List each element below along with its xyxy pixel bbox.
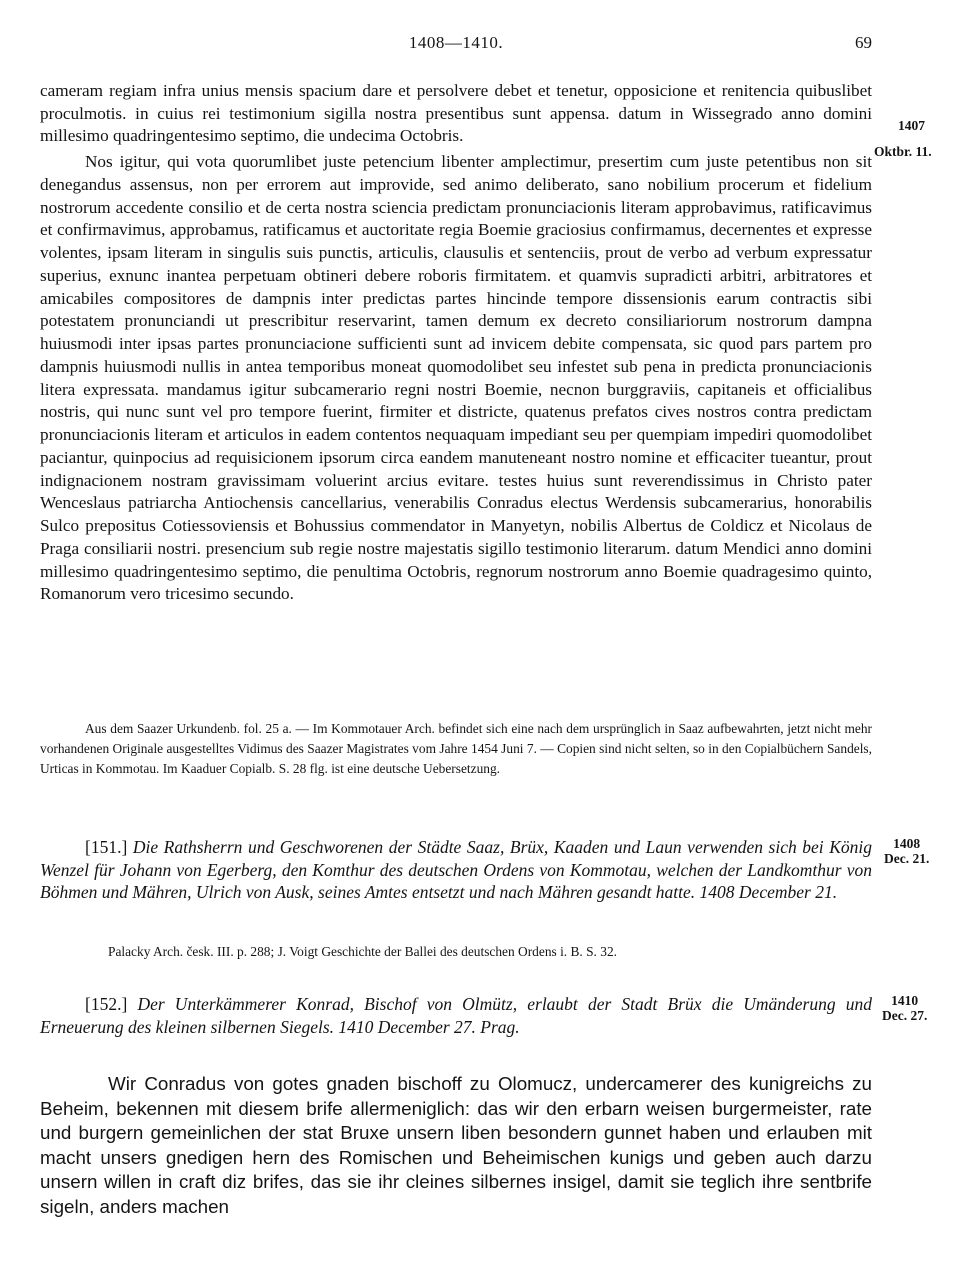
regest-text: Die Rathsherrn und Geschworenen der Städte Saaz, Brüx, Kaaden und Laun verwenden sich bei König Wenzel für Johann von Egerberg, den Komthur des deutschen Ordens von Kommotau, welchen der Landkomthur von Böhmen und Mähren, Ulrich von Ausk, seines Amtes entsetzt und nach Mähren gesandt hatte. 1408 December 21. <box>40 837 873 903</box>
margin-day-1410: Dec. 27. <box>882 1008 928 1023</box>
margin-date-151 <box>884 836 929 866</box>
margin-year-1407: 1407 <box>898 118 925 133</box>
main-paragraph: Nos igitur, qui vota quorumlibet juste petencium libenter amplectimur, presertim cum juste petentibus non sit denegandus assensus, non per errorem aut improvide, sed animo deliberato, sano nobilium procerum et fidelium nostrorum accedente consilio et de certa nostra sciencia predictam pronunciacionis literam approbavimus, ratificavimus et confirmavimus, approbamus, ratificamus et auctoritate regia Boemie graciosius confirmamus, decernentes et expresse volentes, ipsam literam in singulis suis punctis, articulis, clausulis et sentenciis, prout de verbo ad verbum expressatur superius, exnunc inantea perpetuam obtineri debere roboris firmitatem. et quamvis supradicti arbitri, arbitratores et amicabiles compositores de dampnis inter predictas partes hincinde tempore dissensionis earum contractis sibi potestatem pronunciandi ut prescribitur reservarint, tamen demum ex decreto consiliariorum nostrorum dampna huiusmodi inter ipsas partes pronunciacione sufficienti sunt ad invicem debite compensata, sic quod pars partem pro dampnis huiusmodi nullis in antea temporibus moneat quomodolibet seu infestet sub pena in predicta pronunciacionis litera expressata. mandamus igitur subcamerario regni nostri Boemie, necnon burggraviis, capitaneis et officialibus nostris, qui nunc sunt vel pro tempore fuerint, firmiter et districte, quatenus prefatos cives nostros contra predictam pronunciacionis literam et articulos in eadem contentos nequaquam impediant seu per quempiam impediri quomodolibet paciantur, quinpocius ad requisicionem ipsorum circa eandem manuteneant nostro nomine et efficaciter tueantur, prout indignacionem nostram gravissimam voluerint arcius evitare. testes huius sunt reverendissimus in Christo pater Wenceslaus patriarcha Antiochensis cancellarius, venerabilis Conradus electus Werdensis subcamerarius, honorabilis Sulco prepositus Cotiessoviensis et Bohussius commendator in Manyetyn, nobilis Albertus de Coldicz et Nicolaus de Praga consiliarii nostri. presencium sub regie nostre majestatis sigillo testimonio literarum. datum Mendici anno domini millesimo quadringentesimo septimo, die penultima Octobris, regnorum nostrorum anno Boemie quadragesimo quinto, Romanorum vero tricesimo secundo. <box>40 152 872 604</box>
regest-number: [151.] <box>85 837 128 857</box>
margin-year-1408: 1408 <box>893 836 921 851</box>
page-number: 69 <box>855 33 872 52</box>
continuation-paragraph: cameram regiam infra unius mensis spacium dare et persolvere debet et tenetur, opposicione et renitencia quibuslibet proculmotis. in cuius rei testimonium sigilla nostra presentibus sunt appensa. datum in Wissegrado anno domini millesimo quadringentesimo septimo, die undecima Octobris. <box>40 81 872 146</box>
regest-number: [152.] <box>85 994 128 1014</box>
margin-date-152 <box>882 993 927 1023</box>
margin-year-1410: 1410 <box>891 993 919 1008</box>
regest-151 <box>40 836 872 904</box>
page-header <box>40 33 872 57</box>
regest-152 <box>40 993 872 1038</box>
regest-text: Der Unterkämmerer Konrad, Bischof von Olmütz, erlaubt der Stadt Brüx die Umänderung und Erneuerung des kleinen silbernen Siegels. 1410 December 27. Prag. <box>40 994 873 1037</box>
margin-date-1407: Oktbr. 11. <box>874 144 932 159</box>
running-head: 1408—1410. <box>408 33 504 52</box>
german-charter-text: Wir Conradus von gotes gnaden bischoff zu Olomucz, undercamerer des kunigreichs zu Beheim, bekennen mit diesem brife allermeniglich: das wir den erbarn weisen burgermeister, rate und burgern gemeinlichen der stat Bruxe unsern liben besondern gunnet haben und erlauben mit macht unsers gnedigen hern des Romischen und Beheimischen kunigs und geben auch darzu unsern willen in craft diz brifes, das sie ihr cleines silbernes insigel, damit sie teglich ihre sentbrife sigeln, anders machen <box>40 1073 872 1217</box>
margin-day-1408: Dec. 21. <box>884 851 930 866</box>
citation-151: Palacky Arch. česk. III. p. 288; J. Voigt Geschichte der Ballei des deutschen Ordens i. B. S. 32. <box>108 944 617 959</box>
source-note: Aus dem Saazer Urkundenb. fol. 25 a. — Im Kommotauer Arch. befindet sich eine nach dem ursprünglich in Saaz aufbewahrten, jetzt nicht mehr vorhandenen Originale ausgestelltes Vidimus des Saazer Magistrates vom Jahre 1454 Juni 7. — Copien sind nicht selten, so in den Copialbüchern Sandels, Urticas in Kommotau. Im Kaaduer Copialb. S. 28 flg. ist eine deutsche Uebersetzung. <box>40 721 872 776</box>
